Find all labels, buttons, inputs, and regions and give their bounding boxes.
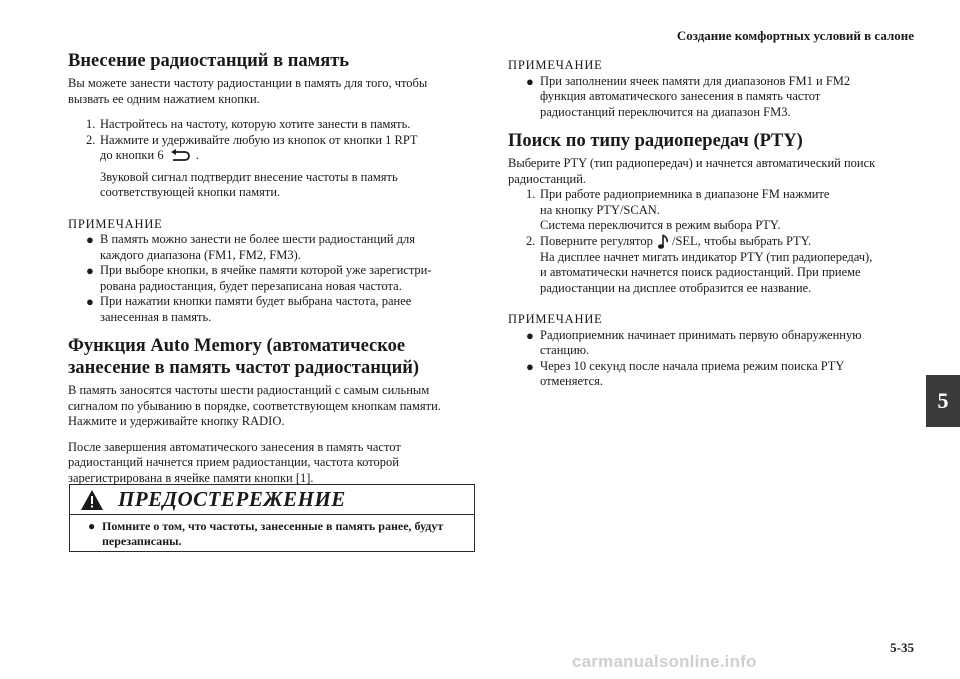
note-item xyxy=(86,294,480,325)
intro-line: вызвать ее одним нажатием кнопки. xyxy=(68,91,260,106)
note-heading: ПРИМЕЧАНИЕ xyxy=(68,216,163,231)
step-text: радиостанции на дисплее отобразится ее название. xyxy=(540,280,812,295)
note-item xyxy=(86,263,480,294)
note-text: В память можно занести не более шести радиостанций для xyxy=(100,232,415,246)
note-text: Через 10 секунд после начала приема режим поиска PTY xyxy=(540,358,845,373)
step-number: 1. xyxy=(86,117,96,131)
paragraph-line: В память заносятся частоты шести радиостанций с самым сильным xyxy=(68,383,430,397)
note-item xyxy=(526,359,918,390)
section-title-auto-memory: занесение в память частот радиостанций) xyxy=(68,358,420,378)
note-item xyxy=(86,232,480,263)
note-text: каждого диапазона (FM1, FM2, FM3). xyxy=(100,247,301,262)
step-note: Звуковой сигнал подтвердит внесение частоты в память xyxy=(100,169,398,184)
note-text: станцию. xyxy=(540,343,590,358)
return-arrow-icon xyxy=(167,149,193,163)
paragraph-line: Нажмите и удерживайте кнопку RADIO. xyxy=(68,414,285,428)
step-text: При работе радиоприемника в диапазоне FM нажмите xyxy=(540,187,830,201)
warning-header xyxy=(70,485,474,515)
step-text: Поверните регулятор xyxy=(540,233,653,248)
step-2 xyxy=(526,234,918,297)
note-heading: ПРИМЕЧАНИЕ xyxy=(508,58,603,72)
note-text: Радиоприемник начинает принимать первую обнаруженную xyxy=(540,327,862,342)
step-number: 2. xyxy=(86,132,96,147)
note-text: занесенная в память. xyxy=(100,309,212,324)
note-heading: ПРИМЕЧАНИЕ xyxy=(508,312,603,327)
steps-list xyxy=(86,117,480,164)
warning-title: ПРЕДОСТЕРЕЖЕНИЕ xyxy=(118,487,346,511)
note-item xyxy=(526,74,918,121)
step-text: /SEL, чтобы выбрать PTY. xyxy=(671,233,812,248)
bullet-icon: ● xyxy=(526,358,534,374)
watermark: carmanualsonline.info xyxy=(572,652,757,671)
warning-text: Помните о том, что частоты, занесенные в память ранее, будут xyxy=(102,519,444,533)
note-text: При выборе кнопки, в ячейке памяти которой уже зарегистри- xyxy=(100,263,432,277)
note-text: рована радиостанция, будет перезаписана новая частота. xyxy=(100,278,402,293)
step-text: . xyxy=(195,148,199,162)
intro-line: Выберите PTY (тип радиопередач) и начнется автоматический поиск xyxy=(508,156,876,170)
step-1 xyxy=(526,187,918,234)
bullet-icon: ● xyxy=(86,232,94,247)
left-column xyxy=(68,50,480,486)
step-number: 1. xyxy=(526,187,536,201)
note-text: отменяется. xyxy=(540,374,604,389)
note-text: функция автоматического занесения в память частот xyxy=(540,89,821,103)
running-header: Создание комфортных условий в салоне xyxy=(676,28,914,43)
warning-box xyxy=(69,484,475,552)
step-text: до кнопки 6 xyxy=(100,148,164,162)
music-note-icon xyxy=(656,234,672,250)
chapter-tab: 5 xyxy=(926,375,960,427)
step-text: на кнопку PTY/SCAN. xyxy=(540,202,660,217)
step-text: На дисплее начнет мигать индикатор PTY (тип радиопередач), xyxy=(540,249,873,264)
bullet-icon: ● xyxy=(86,294,94,309)
section-title-memory: Внесение радиостанций в память xyxy=(68,51,350,71)
intro-line: радиостанций. xyxy=(508,171,587,186)
step-1 xyxy=(86,117,480,133)
step-text: Нажмите и удерживайте любую из кнопок от кнопки 1 RPT xyxy=(100,132,418,147)
right-column xyxy=(508,58,918,390)
page-number: 5-35 xyxy=(890,640,914,655)
step-2 xyxy=(86,133,480,149)
paragraph-line: После завершения автоматического занесения в память частот xyxy=(68,439,401,454)
step-text: Настройтесь на частоту, которую хотите занести в память. xyxy=(100,117,411,131)
section-title-pty: Поиск по типу радиопередач (PTY) xyxy=(508,131,803,151)
section-title-auto-memory: Функция Auto Memory (автоматическое xyxy=(68,336,406,356)
intro-line: Вы можете занести частоту радиостанции в память для того, чтобы xyxy=(68,76,428,90)
step-note: соответствующей кнопки памяти. xyxy=(100,185,281,199)
note-text: При заполнении ячеек памяти для диапазонов FM1 и FM2 xyxy=(540,73,851,88)
paragraph-line: радиостанций начнется прием радиостанции, частота которой xyxy=(68,455,399,469)
step-text: Система переключится в режим выбора PTY. xyxy=(540,218,781,232)
note-text: радиостанций переключится на диапазон FM3. xyxy=(540,104,791,119)
step-text: и автоматически начнется поиск радиостанций. При приеме xyxy=(540,265,861,280)
warning-body xyxy=(70,515,474,549)
steps-list xyxy=(526,187,918,296)
step-2-cont xyxy=(86,148,480,164)
note-text: При нажатии кнопки памяти будет выбрана частота, ранее xyxy=(100,294,412,308)
paragraph-line: сигналом по убыванию в порядке, соответствующем кнопкам памяти. xyxy=(68,398,441,413)
bullet-icon: ● xyxy=(86,263,94,278)
warning-text: перезаписаны. xyxy=(102,534,182,548)
step-number: 2. xyxy=(526,233,536,248)
note-item xyxy=(526,328,918,359)
warning-triangle-icon xyxy=(80,489,104,511)
bullet-icon: ● xyxy=(88,519,96,533)
bullet-icon: ● xyxy=(526,73,534,89)
bullet-icon: ● xyxy=(526,327,534,343)
paragraph-line: зарегистрирована в ячейке памяти кнопки [1]. xyxy=(68,470,314,485)
